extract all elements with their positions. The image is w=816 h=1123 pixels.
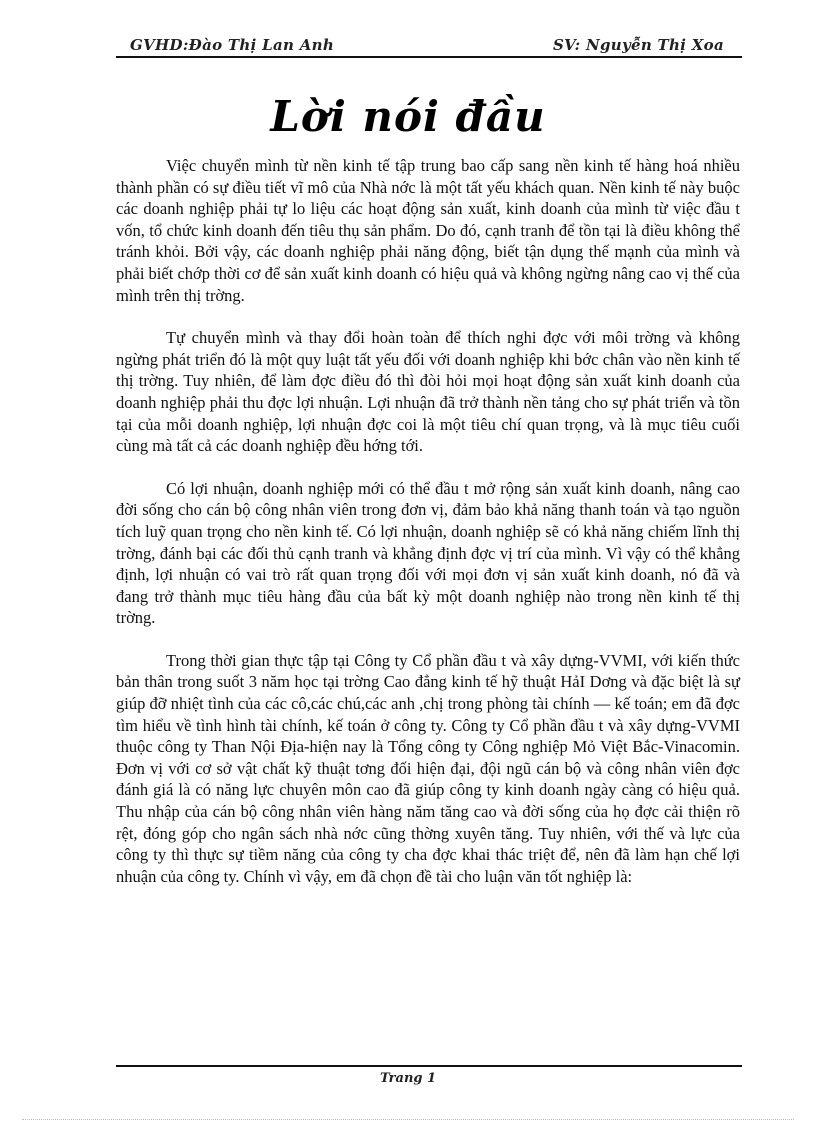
body-text xyxy=(116,155,740,887)
footer-divider xyxy=(116,1065,742,1067)
document-title: Lời nói đầu xyxy=(270,92,546,141)
paragraph: Tự chuyển mình và thay đổi hoàn toàn để thích nghi đợc với môi trờng và không ngừng phát triển đó là một quy luật tất yếu đối với doanh nghiệp khi bớc chân vào nền kinh tế thị trờng. Tuy nhiên, để làm đợc điều đó thì đòi hỏi mọi hoạt động sản xuất kinh doanh của doanh nghiệp phải thu đợc lợi nhuận. Lợi nhuận đã trở thành nền tảng cho sự phát triển và tồn tại của mỗi doanh nghiệp, lợi nhuận đợc coi là một tiêu chí quan trọng, và là mục tiêu cuối cùng mà tất cả các doanh nghiệp đều hớng tới. xyxy=(116,328,740,456)
page-bottom-border xyxy=(22,1119,794,1120)
paragraph: Việc chuyển mình từ nền kinh tế tập trung bao cấp sang nền kinh tế hàng hoá nhiều thành phần có sự điều tiết vĩ mô của Nhà nớc là một tất yếu khách quan. Nền kinh tế này buộc các doanh nghiệp phải tự lo liệu các hoạt động sản xuất, kinh doanh của mình từ việc đầu t vốn, tổ chức kinh doanh đến tiêu thụ sản phẩm. Do đó, cạnh tranh để tồn tại là điều không thể tránh khỏi. Bởi vậy, các doanh nghiệp phải năng động, biết tận dụng thế mạnh của mình và phải biết chớp thời cơ để sản xuất kinh doanh có hiệu quả và không ngừng nâng cao vị thế của mình trên thị trờng. xyxy=(116,156,740,305)
page-header xyxy=(116,34,742,58)
student-label: SV: Nguyễn Thị Xoa xyxy=(553,36,724,54)
paragraph: Trong thời gian thực tập tại Công ty Cổ phần đầu t và xây dựng-VVMI, với kiến thức bản thân trong suốt 3 năm học tại trờng Cao đẳng kinh tế hỹ thuật HảI Dơng và đặc biệt là sự giúp đỡ nhiệt tình của các cô,các chú,các anh ,chị trong phòng tài chính — kế toán; em đã đợc tìm hiểu về tình hình tài chính, kế toán ở công ty. Công ty Cổ phần đầu t và xây dựng-VVMI thuộc công ty Than Nội Địa-hiện nay là Tổng công ty Công nghiệp Mỏ Việt Bắc-Vinacomin. Đơn vị với cơ sở vật chất kỹ thuật tơng đối hiện đại, đội ngũ cán bộ và công nhân viên đợc đánh giá là có năng lực chuyên môn cao đã giúp công ty kinh doanh ngày càng có hiệu quả. Thu nhập của cán bộ công nhân viên hàng năm tăng cao và đời sống của họ đợc cải thiện rõ rệt, đóng góp cho ngân sách nhà nớc cũng thờng xuyên tăng. Tuy nhiên, với thế và lực của công ty thì thực sự tiềm năng của công ty cha đợc khai thác triệt để, nên đã làm hạn chế lợi nhuận của công ty. Chính vì vậy, em đã chọn đề tài cho luận văn tốt nghiệp là: xyxy=(116,650,740,886)
supervisor-label: GVHD:Đào Thị Lan Anh xyxy=(130,36,335,54)
paragraph: Có lợi nhuận, doanh nghiệp mới có thể đầu t mở rộng sản xuất kinh doanh, nâng cao đời sống cho cán bộ công nhân viên trong đơn vị, đảm bảo khả năng thanh toán và tạo nguồn tích luỹ quan trọng cho nền kinh tế. Có lợi nhuận, doanh nghiệp sẽ có khả năng chiếm lĩnh thị trờng, đánh bại các đối thủ cạnh tranh và khẳng định đợc vị trí của mình. Vì vậy có thể khẳng định, lợi nhuận có vai trò rất quan trọng đối với mọi đơn vị sản xuất kinh doanh, nó đã và đang trở thành mục tiêu hàng đầu của bất kỳ một doanh nghiệp nào trong nền kinh tế thị trờng. xyxy=(116,478,740,628)
page-number: Trang 1 xyxy=(379,1071,437,1086)
